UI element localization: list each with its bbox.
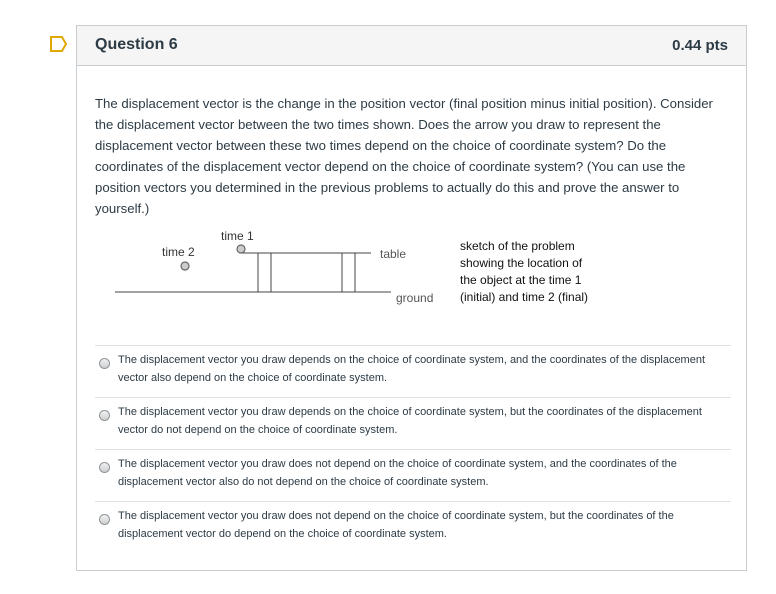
caption-line: the object at the time 1 — [460, 273, 582, 287]
answer-label: The displacement vector you draw depends on the choice of coordinate system, and the coordinates of the displacement vector also depend on the choice of coordinate system. — [118, 354, 706, 384]
object-time1-icon — [237, 245, 245, 253]
question-points: 0.44 pts — [672, 37, 728, 54]
question-title: Question 6 — [95, 36, 178, 53]
answer-option[interactable] — [95, 501, 731, 553]
problem-sketch — [113, 226, 633, 316]
object-time2-icon — [181, 262, 189, 270]
radio-button[interactable] — [99, 410, 110, 421]
question-header — [77, 26, 746, 66]
flag-question-icon[interactable] — [44, 33, 70, 55]
caption-line: (initial) and time 2 (final) — [460, 290, 589, 304]
answer-label: The displacement vector you draw does not depend on the choice of coordinate system, and the coordinates of the displacement vector also do not depend on the choice of coordinate system. — [118, 458, 677, 488]
radio-button[interactable] — [99, 514, 110, 525]
question-text: The displacement vector is the change in the position vector (final position minus initial position). Consider the displacement vector between the two times shown. Does the arrow you draw to represent the displacement vector between these two times depend on the choice of coordinate system? Do the coordinates of the displacement vector depend on the choice of coordinate system? (You can use the position vectors you determined in the previous problems to actually do this and prove the answer to yourself.) — [95, 96, 713, 216]
answer-label: The displacement vector you draw does not depend on the choice of coordinate system, but the coordinates of the displacement vector do depend on the choice of coordinate system. — [118, 510, 674, 540]
ground-label: ground — [396, 291, 434, 305]
radio-button[interactable] — [99, 358, 110, 369]
caption-line: showing the location of — [460, 256, 583, 270]
question-card — [76, 25, 747, 571]
answer-option[interactable] — [95, 397, 731, 449]
answer-list — [95, 345, 731, 553]
time1-label: time 1 — [221, 229, 254, 243]
radio-button[interactable] — [99, 462, 110, 473]
table-label: table — [380, 247, 407, 261]
time2-label: time 2 — [162, 245, 195, 259]
answer-option[interactable] — [95, 345, 731, 397]
answer-option[interactable] — [95, 449, 731, 501]
answer-label: The displacement vector you draw depends on the choice of coordinate system, but the coordinates of the displacement vector do not depend on the choice of coordinate system. — [118, 406, 702, 436]
caption-line: sketch of the problem — [460, 239, 575, 253]
